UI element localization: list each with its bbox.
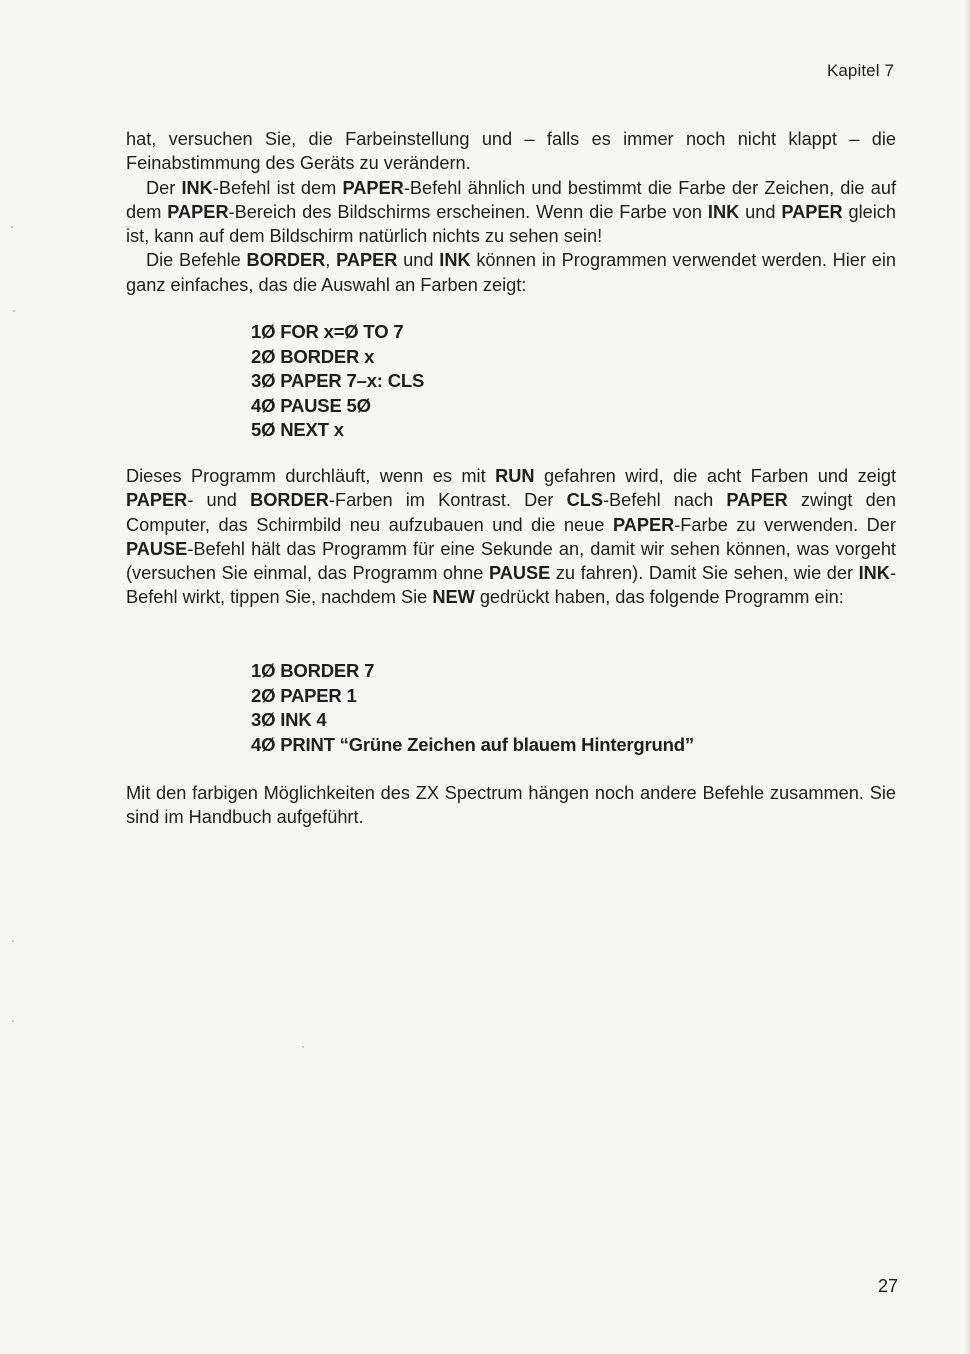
text-run: und	[397, 250, 440, 271]
text-run: -Befehl ist dem	[212, 177, 343, 198]
keyword-text: CLS	[566, 490, 603, 511]
scan-speck	[12, 1020, 14, 1022]
code-line: 2Ø BORDER x	[251, 345, 375, 367]
code-line: 4Ø PRINT “Grüne Zeichen auf blauem Hintergrund”	[251, 733, 694, 755]
keyword-text: PAPER	[781, 201, 843, 222]
text-run: - und	[187, 490, 251, 511]
keyword-text: INK	[707, 201, 740, 222]
text-run: Der	[146, 177, 182, 198]
chapter-header: Kapitel 7	[826, 61, 894, 80]
program-listing-1	[251, 320, 424, 443]
scan-speck	[11, 226, 13, 228]
paragraph	[126, 127, 896, 176]
text-run: können in Programmen verwendet werden. Hier ein ganz einfaches, das die Auswahl an Farben zeigt:	[126, 250, 896, 295]
text-run: Die Befehle	[146, 250, 247, 271]
keyword-text: BORDER	[250, 490, 329, 511]
text-run: -Farben im Kontrast. Der	[328, 490, 567, 511]
keyword-text: PAPER	[726, 490, 788, 511]
paragraph	[126, 781, 896, 830]
explanation-paragraph	[126, 464, 896, 610]
keyword-text: INK	[858, 563, 890, 584]
text-run: zu fahren). Damit Sie sehen, wie der	[550, 563, 859, 584]
page-edge-shadow	[964, 0, 970, 1354]
keyword-text: PAPER	[612, 514, 675, 535]
text-run: -Befehl nach	[602, 490, 727, 511]
code-line: 3Ø INK 4	[251, 709, 327, 730]
text-run: Mit den farbigen Möglichkeiten des ZX Spectrum hängen noch andere Befehle zusammen. Sie sind im Handbuch aufgeführt.	[126, 783, 896, 828]
keyword-text: BORDER	[246, 250, 326, 271]
keyword-text: INK	[439, 250, 471, 271]
text-run: Dieses Programm durchläuft, wenn es mit	[126, 466, 496, 486]
paragraph	[126, 464, 896, 610]
text-run: -Befehl hält das Programm für eine Sekunde an, damit wir sehen können, was vorgeht (versuchen Sie einmal, das Programm ohne	[126, 538, 896, 584]
text-run: -Befehl ähnlich und bestimmt die Farbe der Zeichen, die auf dem	[126, 177, 896, 222]
paragraph	[126, 176, 896, 249]
intro-paragraphs	[126, 127, 896, 297]
page-number: 27	[877, 1276, 898, 1296]
program-listing-2	[251, 659, 694, 757]
text-run: ,	[325, 250, 337, 271]
text-run: und	[739, 201, 782, 222]
keyword-text: PAPER	[342, 177, 404, 198]
text-run: hat, versuchen Sie, die Farbeinstellung und – falls es immer noch nicht klappt – die Feinabstimmung des Geräts zu verändern.	[126, 129, 896, 174]
text-run: -Befehl wirkt, tippen Sie, nachdem Sie	[126, 563, 896, 608]
code-line: 5Ø NEXT x	[251, 419, 344, 440]
scan-speck	[302, 1046, 304, 1048]
keyword-text: INK	[181, 177, 213, 198]
closing-paragraph	[126, 781, 896, 830]
text-run: -Farbe zu verwenden. Der	[674, 514, 896, 535]
scan-speck	[12, 940, 14, 942]
keyword-text: PAPER	[167, 201, 229, 222]
code-line: 1Ø FOR x=Ø TO 7	[251, 321, 404, 342]
text-run: gleich ist, kann auf dem Bildschirm natürlich nichts zu sehen sein!	[126, 201, 897, 247]
keyword-text: NEW	[432, 587, 475, 608]
keyword-text: PAPER	[336, 250, 398, 271]
keyword-text: PAPER	[126, 490, 188, 511]
keyword-text: RUN	[495, 466, 535, 486]
text-run: gedrückt haben, das folgende Programm ein:	[474, 587, 844, 608]
text-run: gefahren wird, die acht Farben und zeigt	[534, 466, 896, 486]
code-line: 3Ø PAPER 7–x: CLS	[251, 370, 425, 391]
code-line: 4Ø PAUSE 5Ø	[251, 394, 371, 416]
code-line: 1Ø BORDER 7	[251, 660, 375, 681]
keyword-text: PAUSE	[488, 563, 551, 584]
text-run: -Bereich des Bildschirms erscheinen. Wenn die Farbe von	[228, 201, 708, 222]
scan-speck	[13, 310, 15, 312]
paragraph	[126, 248, 896, 297]
text-run: zwingt den Computer, das Schirmbild neu aufzubauen und die neue	[126, 490, 896, 535]
code-line: 2Ø PAPER 1	[251, 684, 357, 706]
keyword-text: PAUSE	[126, 538, 188, 559]
